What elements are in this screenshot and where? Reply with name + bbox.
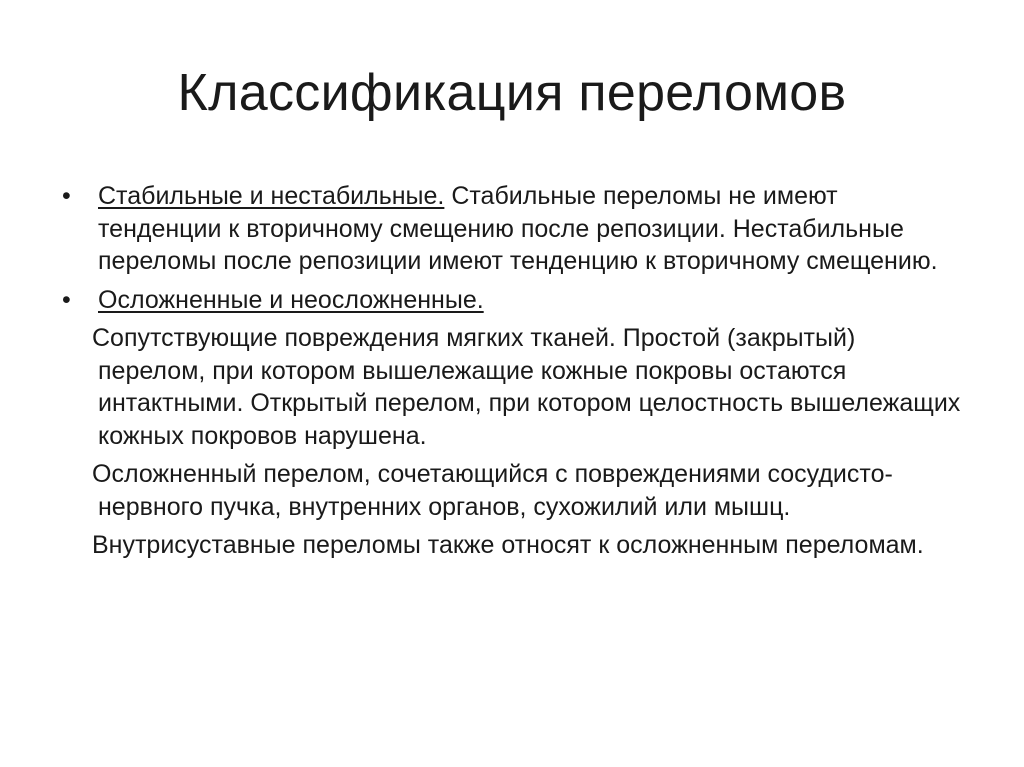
paragraph-soft-tissue (62, 322, 967, 452)
paragraph-text: Внутрисуставные переломы также относят к осложненным переломам. (92, 531, 924, 559)
bullet-heading-stability: Стабильные и нестабильные. (98, 182, 445, 210)
bullet-item-stability (62, 180, 967, 278)
slide-title: Классификация переломов (177, 64, 847, 122)
paragraph-text: Сопутствующие повреждения мягких тканей. Простой (закрытый) перелом, при котором вышележащие кожные покровы остаются интактными. Открытый перелом, при котором целостность вышележащих кожных покровов нарушена. (92, 324, 961, 450)
bullet-item-complication (62, 284, 967, 317)
paragraph-text: Осложненный перелом, сочетающийся с повреждениями сосудисто-нервного пучка, внутренних органов, сухожилий или мышц. (92, 460, 893, 521)
paragraph-complicated-fracture (62, 458, 967, 523)
bullet-dot-icon: • (62, 182, 71, 210)
bullet-dot-icon: • (62, 285, 71, 314)
paragraph-intraarticular (62, 529, 967, 562)
bullet-text-stability: Стабильные переломы не имеют тенденции к вторичному смещению после репозиции. Нестабильные переломы после репозиции имеют тенденцию к вторичному смещению. (98, 182, 938, 275)
slide-content (62, 180, 967, 568)
bullet-heading-complication: Осложненные и неосложненные. (98, 285, 484, 314)
